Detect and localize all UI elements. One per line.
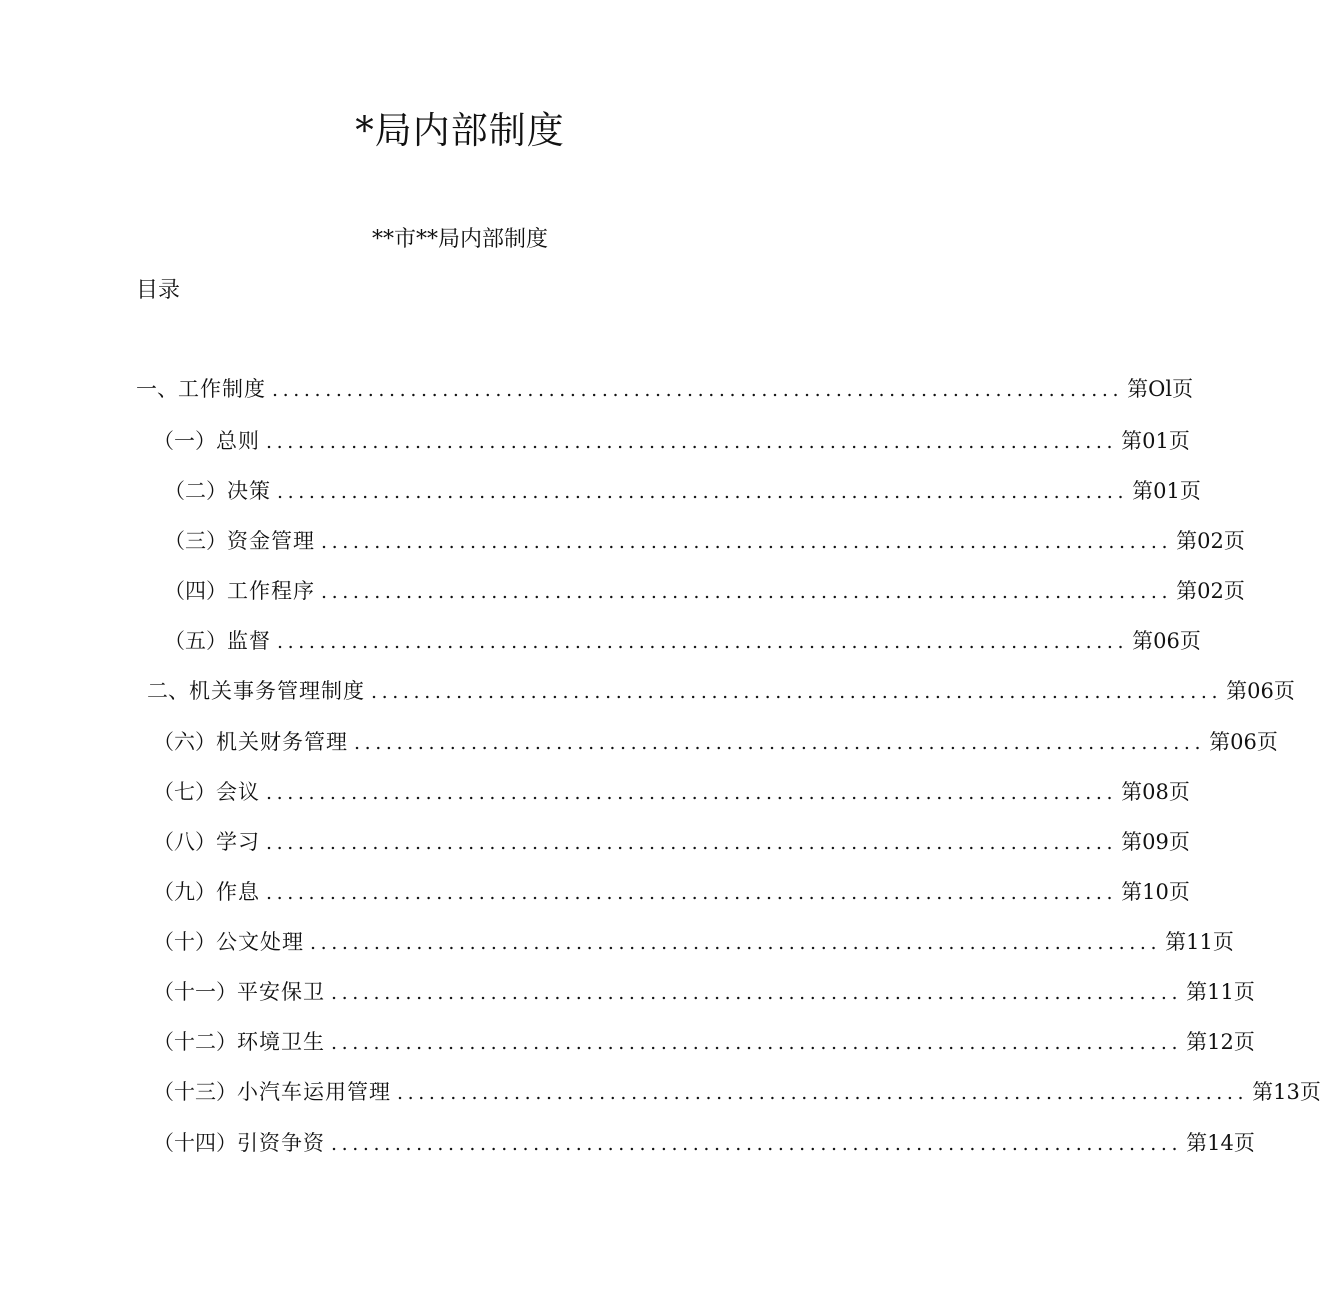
toc-entry xyxy=(164,575,1245,605)
toc-entry-number: （八） xyxy=(153,830,216,854)
toc-entry-number: （十二） xyxy=(153,1030,237,1054)
toc-entry-label: 决策 xyxy=(227,479,271,503)
toc-leader-dots: ................................................................................ xyxy=(310,932,1162,954)
toc-entry-number: （一） xyxy=(153,429,216,453)
toc-entry-number: （四） xyxy=(164,579,227,603)
toc-entry-label: 小汽车运用管理 xyxy=(237,1080,391,1104)
toc-entry-label: 作息 xyxy=(216,880,260,904)
toc-entry-label: 学习 xyxy=(216,830,260,854)
toc-entry-page: 第14页 xyxy=(1186,1131,1255,1155)
toc-entry-label: 公文处理 xyxy=(216,930,304,954)
toc-leader-dots: ................................................................................ xyxy=(277,631,1129,653)
toc-entry xyxy=(153,876,1190,906)
toc-entry xyxy=(147,675,1295,705)
toc-entry xyxy=(136,373,1194,403)
toc-entry xyxy=(164,625,1201,655)
toc-entry-page: 第12页 xyxy=(1186,1030,1255,1054)
toc-entry-page: 第11页 xyxy=(1165,930,1234,954)
toc-entry-number: 一、 xyxy=(136,377,178,401)
toc-entry-page: 第11页 xyxy=(1186,980,1255,1004)
toc-leader-dots: ................................................................................ xyxy=(277,481,1129,503)
toc-leader-dots: ................................................................................ xyxy=(266,832,1118,854)
toc-leader-dots: ................................................................................ xyxy=(354,732,1206,754)
toc-entry-page: 第Ol页 xyxy=(1127,377,1194,401)
toc-entry-page: 第13页 xyxy=(1252,1080,1321,1104)
document-title: *局内部制度 xyxy=(355,109,565,152)
toc-entry-label: 工作程序 xyxy=(227,579,315,603)
toc-entry-number: （十） xyxy=(153,930,216,954)
toc-entry xyxy=(153,1076,1321,1106)
toc-entry-number: （十四） xyxy=(153,1131,237,1155)
toc-entry-number: （七） xyxy=(153,780,216,804)
toc-entry-page: 第08页 xyxy=(1121,780,1190,804)
toc-entry xyxy=(153,1127,1255,1157)
toc-entry-label: 机关财务管理 xyxy=(216,730,348,754)
toc-entry-label: 环境卫生 xyxy=(237,1030,325,1054)
toc-entry-label: 会议 xyxy=(216,780,260,804)
toc-entry-number: （十一） xyxy=(153,980,237,1004)
toc-entry xyxy=(153,1026,1255,1056)
toc-entry-page: 第01页 xyxy=(1121,429,1190,453)
toc-entry xyxy=(164,475,1201,505)
toc-entry xyxy=(153,726,1278,756)
toc-entry-label: 引资争资 xyxy=(237,1131,325,1155)
toc-entry-number: （三） xyxy=(164,529,227,553)
toc-entry xyxy=(153,926,1234,956)
toc-entry-number: （十三） xyxy=(153,1080,237,1104)
toc-leader-dots: ................................................................................ xyxy=(266,782,1118,804)
toc-entry-number: （六） xyxy=(153,730,216,754)
toc-entry-number: （二） xyxy=(164,479,227,503)
toc-entry-page: 第06页 xyxy=(1209,730,1278,754)
toc-entry-label: 机关事务管理制度 xyxy=(189,679,365,703)
toc-entry xyxy=(153,425,1190,455)
toc-entry-page: 第02页 xyxy=(1176,529,1245,553)
toc-leader-dots: ................................................................................ xyxy=(321,531,1173,553)
toc-entry xyxy=(153,776,1190,806)
toc-heading: 目录 xyxy=(136,278,181,303)
toc-entry-label: 总则 xyxy=(216,429,260,453)
toc-leader-dots: ................................................................................ xyxy=(397,1082,1249,1104)
toc-leader-dots: ................................................................................ xyxy=(331,982,1183,1004)
toc-entry-number: 二、 xyxy=(147,679,189,703)
toc-leader-dots: ................................................................................ xyxy=(371,681,1223,703)
document-subtitle: **市**局内部制度 xyxy=(371,227,548,252)
toc-entry-number: （五） xyxy=(164,629,227,653)
toc-entry-page: 第06页 xyxy=(1132,629,1201,653)
toc-leader-dots: ................................................................................ xyxy=(266,431,1118,453)
toc-entry-page: 第09页 xyxy=(1121,830,1190,854)
toc-entry xyxy=(153,826,1190,856)
toc-entry-page: 第01页 xyxy=(1132,479,1201,503)
toc-leader-dots: ................................................................................ xyxy=(331,1032,1183,1054)
toc-entry xyxy=(153,976,1255,1006)
toc-entry-number: （九） xyxy=(153,880,216,904)
toc-leader-dots: ................................................................................ xyxy=(272,379,1124,401)
toc-leader-dots: ................................................................................ xyxy=(321,581,1173,603)
toc-entry-label: 资金管理 xyxy=(227,529,315,553)
toc-leader-dots: ................................................................................ xyxy=(266,882,1118,904)
toc-entry xyxy=(164,525,1245,555)
toc-entry-page: 第10页 xyxy=(1121,880,1190,904)
toc-entry-label: 工作制度 xyxy=(178,377,266,401)
toc-entry-label: 监督 xyxy=(227,629,271,653)
toc-entry-page: 第02页 xyxy=(1176,579,1245,603)
toc-entry-label: 平安保卫 xyxy=(237,980,325,1004)
toc-leader-dots: ................................................................................ xyxy=(331,1133,1183,1155)
toc-entry-page: 第06页 xyxy=(1226,679,1295,703)
